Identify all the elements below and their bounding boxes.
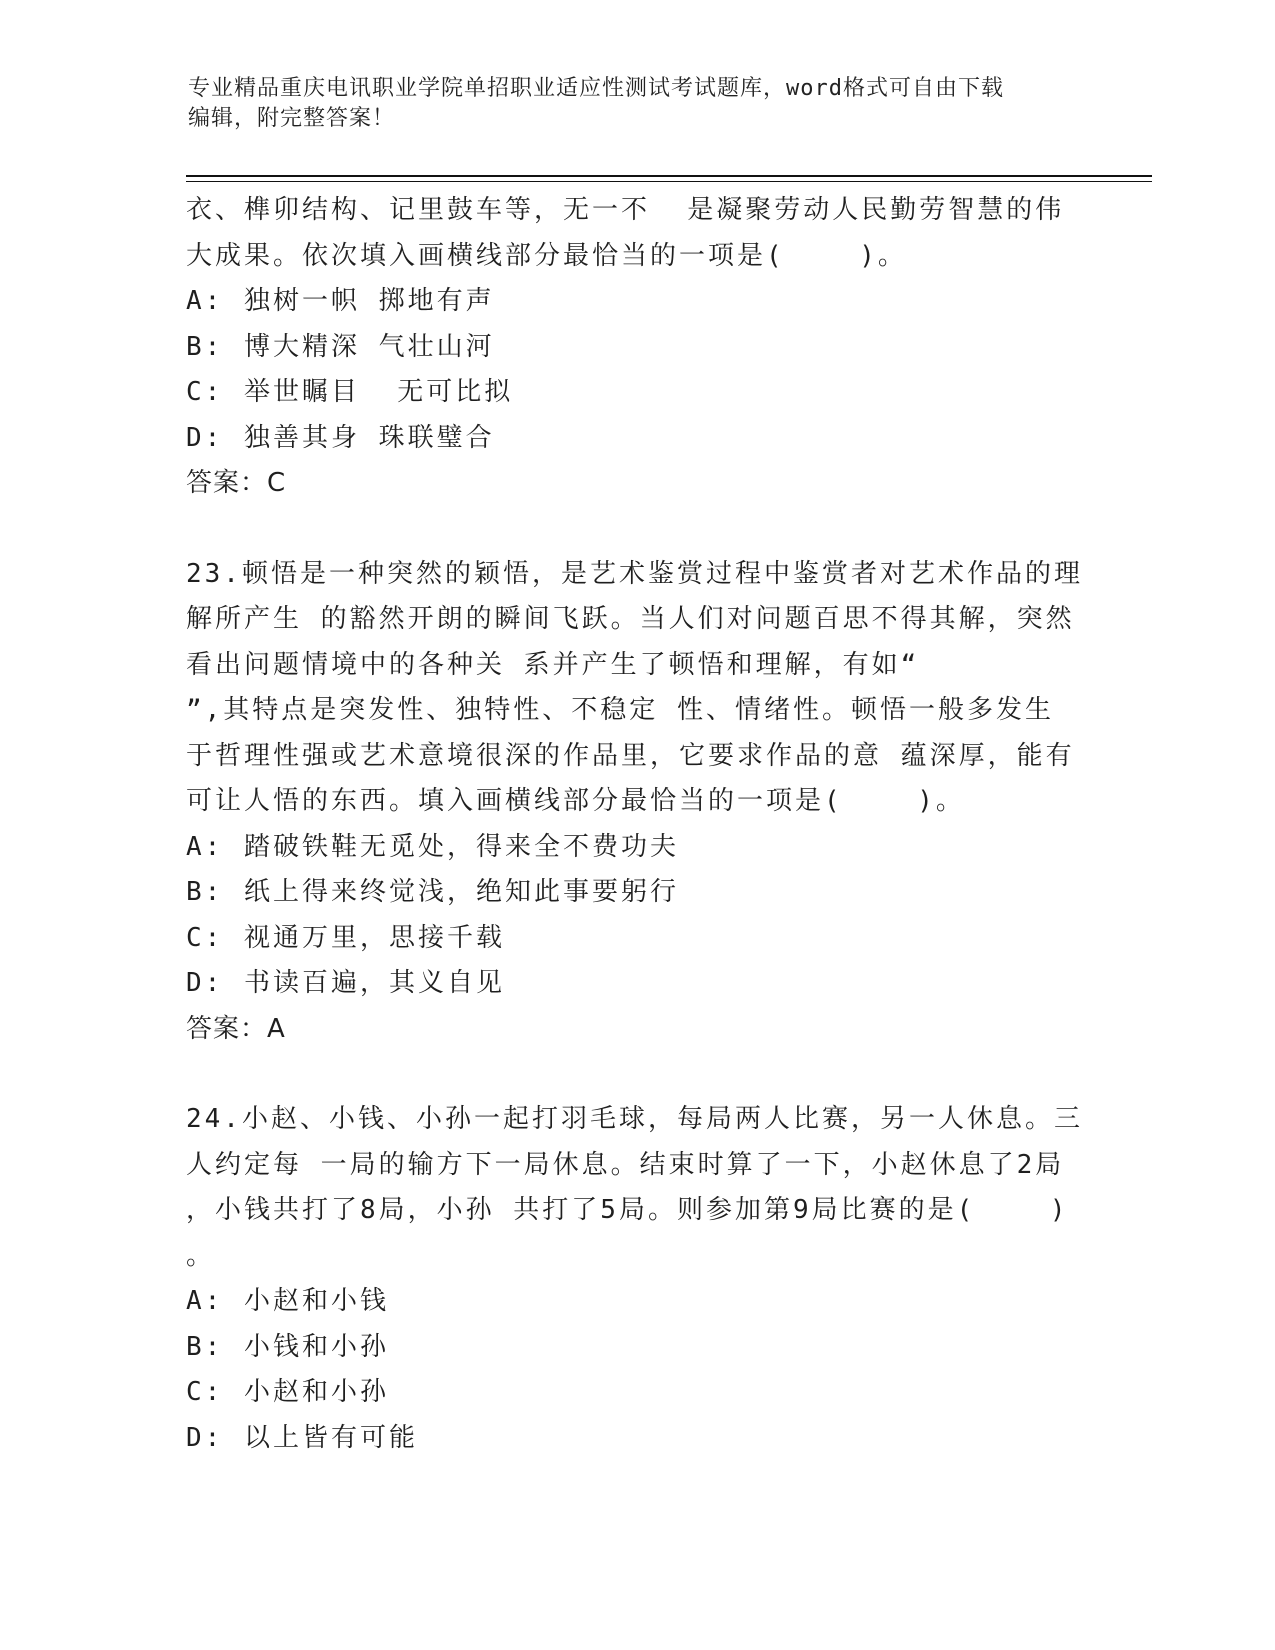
question-24 bbox=[186, 1097, 1086, 1461]
option-text: 视通万里，思接千载 bbox=[244, 922, 506, 953]
question-22-option-b bbox=[186, 325, 1086, 371]
option-text: 博大精深 气壮山河 bbox=[244, 331, 495, 362]
question-22 bbox=[186, 188, 1086, 507]
option-text: 小赵和小孙 bbox=[244, 1377, 390, 1407]
question-23-line-1: 23.顿悟是一种突然的颖悟，是艺术鉴赏过程中鉴赏者对艺术作品的理 bbox=[186, 558, 1083, 589]
option-text: 书读百遍，其义自见 bbox=[244, 968, 506, 998]
question-23-option-b bbox=[186, 870, 1086, 916]
option-label: A: bbox=[186, 286, 224, 316]
option-label: D: bbox=[186, 422, 224, 453]
option-label: C: bbox=[186, 922, 224, 953]
question-23-option-a bbox=[186, 825, 1086, 871]
question-24-option-a bbox=[186, 1279, 1086, 1325]
question-24-line-2: 人约定每 一局的输方下一局休息。结束时算了一下，小赵休息了2局 bbox=[186, 1149, 1065, 1180]
header-divider-thick bbox=[186, 175, 1152, 177]
question-23-line-3: 看出问题情境中的各种关 系并产生了顿悟和理解，有如“ bbox=[186, 649, 920, 680]
question-22-option-a bbox=[186, 279, 1086, 325]
document-body bbox=[186, 188, 1086, 1461]
question-23-option-c bbox=[186, 916, 1086, 962]
option-label: B: bbox=[186, 877, 224, 907]
option-text: 举世瞩目 无可比拟 bbox=[244, 377, 514, 407]
question-22-line-1: 衣、榫卯结构、记里鼓车等，无一不 是凝聚劳动人民勤劳智慧的伟 bbox=[186, 195, 1065, 225]
header-line-1: 专业精品重庆电讯职业学院单招职业适应性测试考试题库，word格式可自由下载 bbox=[188, 76, 1004, 101]
header-line-2: 编辑，附完整答案！ bbox=[188, 106, 396, 131]
question-23-answer: 答案：A bbox=[186, 1013, 286, 1044]
header-divider-thin bbox=[186, 181, 1152, 182]
option-text: 纸上得来终觉浅，绝知此事要躬行 bbox=[244, 877, 680, 907]
question-23-option-d bbox=[186, 961, 1086, 1007]
option-label: C: bbox=[186, 1377, 224, 1407]
option-text: 独善其身 珠联璧合 bbox=[244, 422, 495, 453]
question-22-option-d bbox=[186, 416, 1086, 462]
question-22-line-2: 大成果。依次填入画横线部分最恰当的一项是( )。 bbox=[186, 240, 907, 271]
question-24-line-3: ，小钱共打了8局，小孙 共打了5局。则参加第9局比赛的是( ) bbox=[186, 1195, 1069, 1225]
question-23 bbox=[186, 552, 1086, 1053]
question-22-answer: 答案：C bbox=[186, 468, 287, 498]
question-24-option-b bbox=[186, 1325, 1086, 1371]
question-23-line-5: 于哲理性强或艺术意境很深的作品里，它要求作品的意 蕴深厚，能有 bbox=[186, 740, 1075, 771]
option-text: 小赵和小钱 bbox=[244, 1286, 390, 1316]
question-23-line-2: 解所产生 的豁然开朗的瞬间飞跃。当人们对问题百思不得其解，突然 bbox=[186, 604, 1075, 634]
option-label: A: bbox=[186, 831, 224, 862]
option-label: B: bbox=[186, 331, 224, 362]
question-24-line-4: 。 bbox=[186, 1240, 216, 1271]
option-text: 踏破铁鞋无觅处，得来全不费功夫 bbox=[244, 831, 680, 862]
option-text: 小钱和小孙 bbox=[244, 1331, 390, 1362]
option-text: 独树一帜 掷地有声 bbox=[244, 286, 495, 316]
option-text: 以上皆有可能 bbox=[244, 1422, 419, 1453]
question-24-option-c bbox=[186, 1370, 1086, 1416]
question-24-line-1: 24.小赵、小钱、小孙一起打羽毛球，每局两人比赛，另一人休息。三 bbox=[186, 1104, 1083, 1134]
option-label: D: bbox=[186, 968, 224, 998]
question-23-line-6: 可让人悟的东西。填入画横线部分最恰当的一项是( )。 bbox=[186, 786, 965, 816]
option-label: B: bbox=[186, 1331, 224, 1362]
option-label: A: bbox=[186, 1286, 224, 1316]
option-label: C: bbox=[186, 377, 224, 407]
option-label: D: bbox=[186, 1422, 224, 1453]
question-24-option-d bbox=[186, 1416, 1086, 1462]
question-23-line-4: ”,其特点是突发性、独特性、不稳定 性、情绪性。顿悟一般多发生 bbox=[186, 695, 1054, 725]
question-22-option-c bbox=[186, 370, 1086, 416]
document-header bbox=[188, 74, 1068, 134]
